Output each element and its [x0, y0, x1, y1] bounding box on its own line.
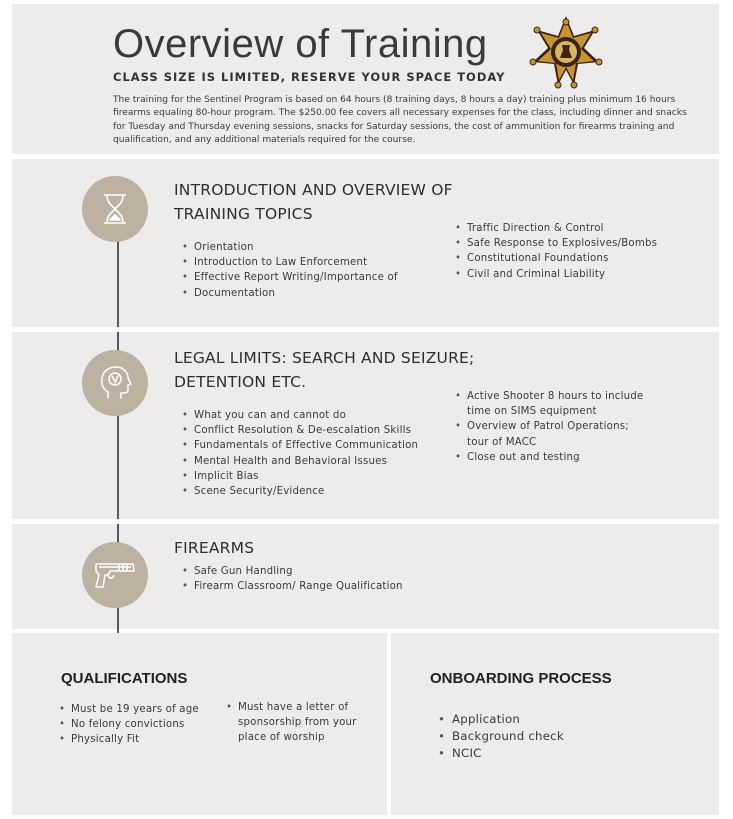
section-title-line: TRAINING TOPICS — [174, 205, 313, 223]
list-item: • Documentation — [179, 286, 439, 301]
sheriff-star-badge-icon — [529, 14, 603, 92]
list-item: • Orientation — [179, 240, 439, 255]
qualifications-list-right — [223, 700, 383, 746]
qualifications-title: QUALIFICATIONS — [61, 670, 188, 687]
intro-topics-list-right — [452, 221, 702, 282]
list-item: • Close out and testing — [452, 450, 702, 465]
page-title: Overview of Training — [113, 22, 488, 66]
timeline-line — [117, 332, 119, 352]
list-item: • Mental Health and Behavioral Issues — [179, 454, 444, 469]
timeline-line — [117, 414, 119, 519]
hourglass-icon — [82, 176, 148, 242]
list-item: • What you can and cannot do — [179, 408, 444, 423]
section-title-line: FIREARMS — [174, 539, 255, 557]
list-item: • Must be 19 years of age — [56, 702, 221, 717]
list-item: • Background check — [435, 728, 685, 745]
handgun-icon — [82, 542, 148, 608]
legal-topics-list-left — [179, 408, 444, 499]
header-panel — [12, 4, 719, 154]
timeline-line — [117, 524, 119, 544]
list-item: • Must have a letter of — [223, 700, 383, 715]
timeline-line — [117, 240, 119, 327]
list-item: • Fundamentals of Effective Communication — [179, 438, 444, 453]
list-item-continuation: tour of MACC — [467, 436, 537, 448]
onboarding-title: ONBOARDING PROCESS — [430, 670, 612, 687]
list-item: • Introduction to Law Enforcement — [179, 255, 439, 270]
list-item: • Overview of Patrol Operations; — [452, 419, 702, 434]
section-title — [174, 178, 453, 226]
list-item: • Civil and Criminal Liability — [452, 267, 702, 282]
list-item: • Constitutional Foundations — [452, 251, 702, 266]
list-item-continuation: sponsorship from your — [238, 717, 357, 729]
section-title — [174, 536, 254, 560]
list-item: • Safe Gun Handling — [179, 564, 479, 579]
list-item: • Firearm Classroom/ Range Qualification — [179, 579, 479, 594]
intro-paragraph: The training for the Sentinel Program is based on 64 hours (8 training days, 8 hours a day) training plus minimum 16 hours firearms equaling 80-hour program. The $250.00 fee covers all necessary expenses for the class, including dinner and snacks for Tuesday and Thursday evening sessions, snacks for Saturday sessions, the cost of ammunition for firearms training and qualification, and any additional materials required for the course. — [113, 95, 687, 146]
list-item: • Application — [435, 711, 685, 728]
list-item: • Traffic Direction & Control — [452, 221, 702, 236]
intro-topics-list-left — [179, 240, 439, 301]
list-item: • Safe Response to Explosives/Bombs — [452, 236, 702, 251]
list-item-continuation: time on SIMS equipment — [467, 406, 597, 418]
firearms-topics-list — [179, 564, 479, 594]
list-item: • NCIC — [435, 745, 685, 762]
page-subtitle: CLASS SIZE IS LIMITED, RESERVE YOUR SPACE TODAY — [113, 70, 506, 84]
list-item-continuation: place of worship — [238, 732, 325, 744]
list-item: • Effective Report Writing/Importance of — [179, 270, 439, 285]
list-item: • Scene Security/Evidence — [179, 484, 444, 499]
list-item: • Conflict Resolution & De-escalation Skills — [179, 423, 444, 438]
list-item: • Physically Fit — [56, 732, 221, 747]
onboarding-list — [435, 711, 685, 762]
section-title-line: INTRODUCTION AND OVERVIEW OF — [174, 181, 453, 199]
section-title-line: LEGAL LIMITS: SEARCH AND SEIZURE; — [174, 349, 475, 367]
qualifications-list-left — [56, 702, 221, 748]
list-item: • No felony convictions — [56, 717, 221, 732]
section-title-line: DETENTION ETC. — [174, 373, 307, 391]
list-item: • Implicit Bias — [179, 469, 444, 484]
section-title — [174, 346, 474, 394]
brain-head-icon — [82, 350, 148, 416]
legal-topics-list-right — [452, 389, 702, 465]
list-item: • Active Shooter 8 hours to include — [452, 389, 702, 404]
